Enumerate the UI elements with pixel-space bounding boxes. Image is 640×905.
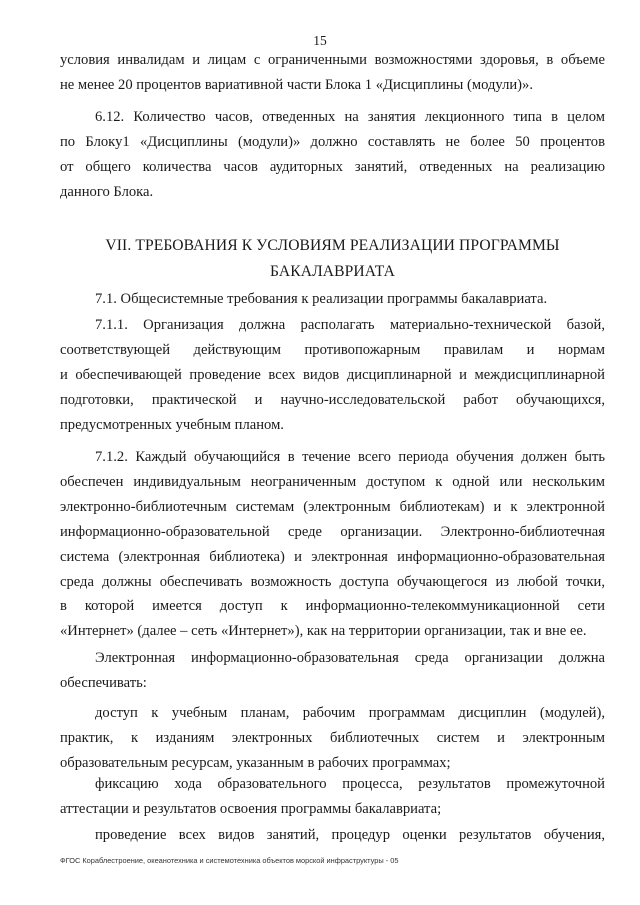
- text-line: Электронная информационно-образовательная среда организации должна: [95, 650, 605, 666]
- heading-line: БАКАЛАВРИАТА: [270, 263, 395, 280]
- paragraph-environment: [60, 646, 605, 696]
- text-line: 6.12. Количество часов, отведенных на занятия лекционного типа в целом: [95, 109, 605, 125]
- text-line: от общего количества часов аудиторных занятий, отведенных на реализацию: [60, 158, 605, 175]
- page-number: 15: [313, 33, 327, 48]
- text-line: обеспечивать:: [60, 674, 147, 691]
- text-line: среда должны обеспечивать возможность доступа обучающегося из любой точки,: [60, 573, 605, 590]
- text-line: фиксацию хода образовательного процесса, результатов промежуточной: [95, 776, 605, 792]
- text-line: данного Блока.: [60, 183, 154, 200]
- text-line: информационно-образовательной среде организации. Электронно-библиотечная: [60, 523, 605, 540]
- text-line: не менее 20 процентов вариативной части Блока 1 «Дисциплины (модули)».: [60, 76, 533, 93]
- document-footer: ФГОС Кораблестроение, океанотехника и системотехника объектов морской инфраструктуры - 05: [60, 856, 399, 865]
- text-line: доступ к учебным планам, рабочим программам дисциплин (модулей),: [95, 705, 605, 721]
- paragraph-6-12: [60, 105, 605, 205]
- text-line: аттестации и результатов освоения программы бакалавриата;: [60, 800, 442, 817]
- text-line: в которой имеется доступ к информационно-телекоммуникационной сети: [60, 598, 605, 615]
- section-heading: [60, 233, 605, 285]
- text-line: образовательным ресурсам, указанным в рабочих программах;: [60, 754, 451, 771]
- text-line: предусмотренных учебным планом.: [60, 416, 284, 433]
- text-line: «Интернет» (далее – сеть «Интернет»), как на территории организации, так и вне ее.: [60, 623, 587, 640]
- paragraph-7-1: [60, 287, 605, 312]
- text-line: система (электронная библиотека) и электронная информационно-образовательная: [60, 548, 605, 565]
- text-line: 7.1.2. Каждый обучающийся в течение всего периода обучения должен быть: [95, 449, 605, 465]
- paragraph-7-1-1: [60, 313, 605, 438]
- text-line: практик, к изданиям электронных библиотечных систем и электронным: [60, 729, 605, 746]
- paragraph-7-1-2: [60, 445, 605, 644]
- text-line: 7.1.1. Организация должна располагать материально-технической базой,: [95, 317, 605, 333]
- paragraph-accessibility: [60, 48, 605, 98]
- paragraph-fixation: [60, 772, 605, 822]
- heading-line: VII. ТРЕБОВАНИЯ К УСЛОВИЯМ РЕАЛИЗАЦИИ ПРОГРАММЫ: [105, 237, 560, 254]
- text-line: проведение всех видов занятий, процедур оценки результатов обучения,: [95, 827, 605, 843]
- text-line: 7.1. Общесистемные требования к реализации программы бакалавриата.: [95, 291, 548, 307]
- text-line: обеспечен индивидуальным неограниченным доступом к одной или нескольким: [60, 473, 605, 490]
- paragraph-conduct: [60, 823, 605, 848]
- text-line: электронно-библиотечным системам (электронным библиотекам) и к электронной: [60, 498, 605, 515]
- text-line: по Блоку1 «Дисциплины (модули)» должно составлять не более 50 процентов: [60, 133, 605, 150]
- text-line: условия инвалидам и лицам с ограниченными возможностями здоровья, в объеме: [60, 52, 605, 68]
- text-line: соответствующей действующим противопожарным правилам и нормам: [60, 341, 605, 358]
- text-line: подготовки, практической и научно-исследовательской работ обучающихся,: [60, 391, 605, 408]
- text-line: и обеспечивающей проведение всех видов дисциплинарной и междисциплинарной: [60, 366, 605, 383]
- paragraph-access: [60, 701, 605, 776]
